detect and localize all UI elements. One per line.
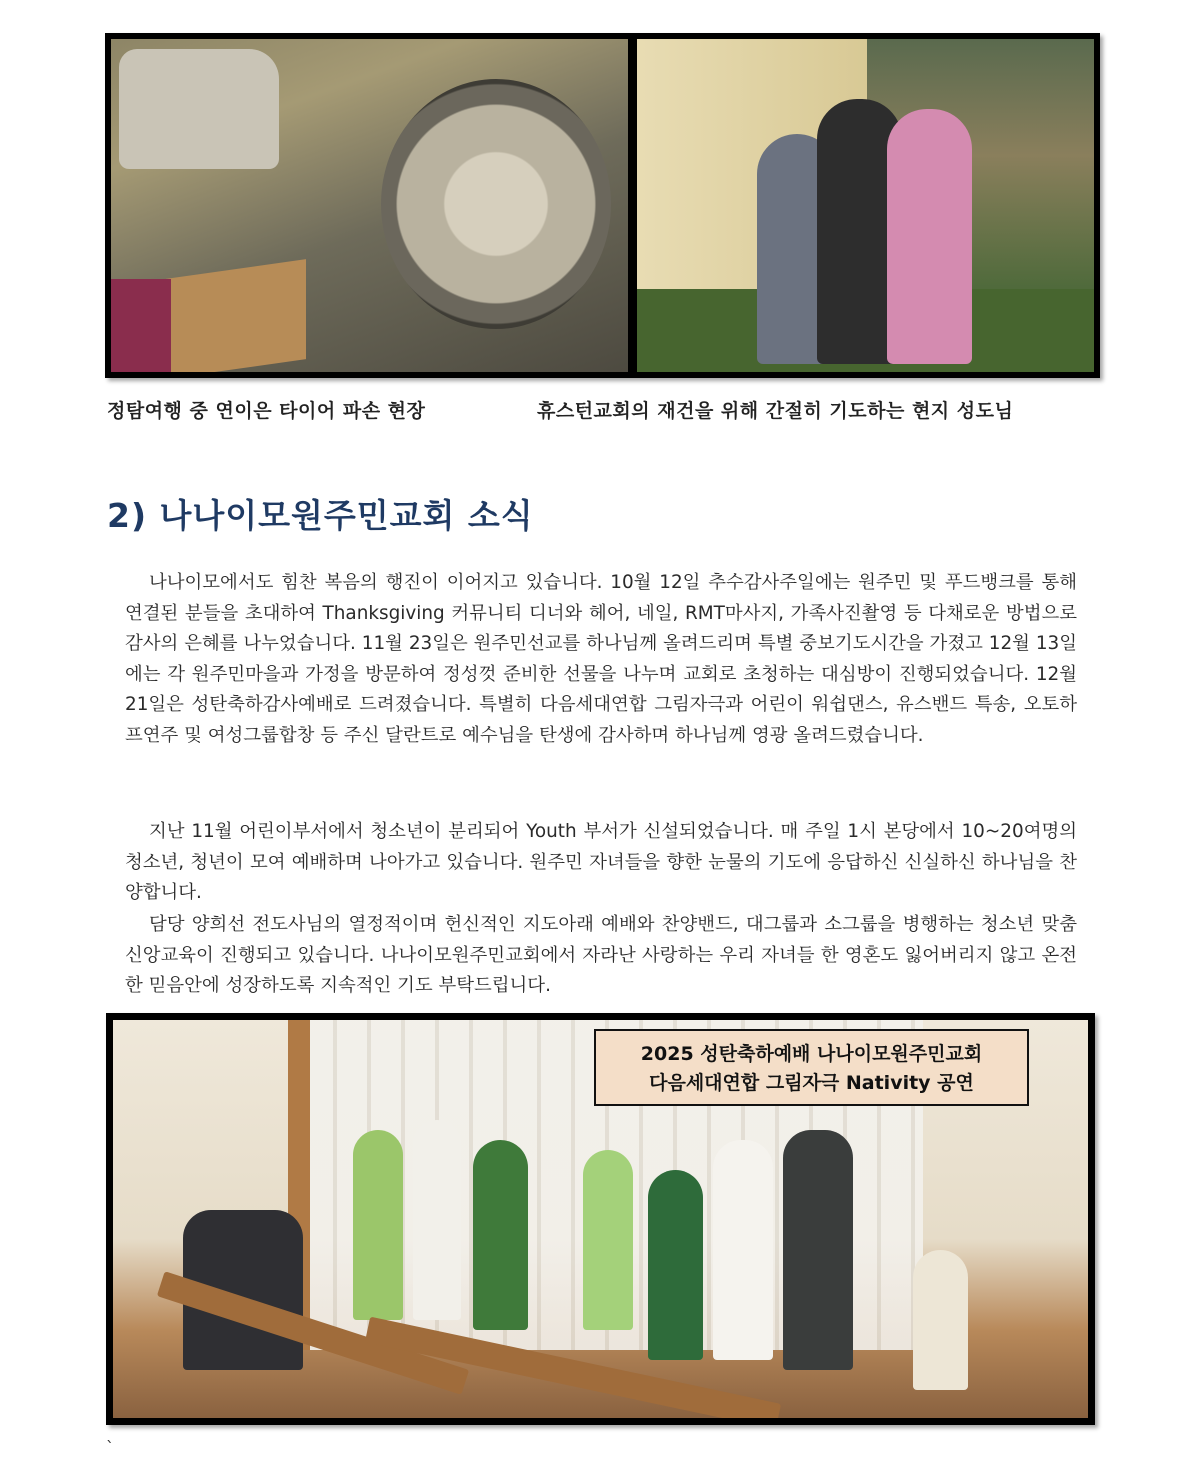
top-photo-frame [105, 33, 1100, 378]
performer-shape [473, 1140, 528, 1330]
prayer-photo-caption: 휴스턴교회의 재건을 위해 간절히 기도하는 현지 성도님 [537, 400, 1014, 422]
paragraph-youth: 지난 11월 어린이부서에서 청소년이 분리되어 Youth 부서가 신설되었습니다. 매 주일 1시 본당에서 10~20여명의 청소년, 청년이 모여 예배하며 나아가고 있습니다. 원주민 자녀들을 향한 눈물의 기도에 응답하신 신실하신 하나님을 찬양합니다. [125, 821, 1077, 903]
nativity-caption-box [594, 1029, 1029, 1106]
person-shape [887, 109, 972, 364]
performer-shape [713, 1140, 773, 1360]
performer-shape [913, 1250, 968, 1390]
performer-shape [353, 1130, 403, 1320]
footer-mark: ` [106, 1438, 114, 1457]
suitcase-shape [111, 279, 171, 372]
performer-shape [648, 1170, 703, 1360]
prayer-photo [637, 39, 1094, 372]
tire-damage-photo [111, 39, 628, 372]
wheel-shape [381, 79, 611, 329]
car-shape [119, 49, 279, 169]
tire-photo-caption: 정탐여행 중 연이은 타이어 파손 현장 [107, 400, 426, 422]
photo-divider [628, 33, 637, 378]
performer-shape [413, 1120, 461, 1320]
performer-shape [783, 1130, 853, 1370]
paragraph-events: 나나이모에서도 힘찬 복음의 행진이 이어지고 있습니다. 10월 12일 추수감사주일에는 원주민 및 푸드뱅크를 통해 연결된 분들을 초대하여 Thanksgiving 커뮤니티 디너와 헤어, 네일, RMT마사지, 가족사진촬영 등 다채로운 방법으로 감사의 은혜를 나누었습니다. 11월 23일은 원주민선교를 하나님께 올려드리며 특별 중보기도시간을 가졌고 12월 13일에는 각 원주민마을과 가정을 방문하여 정성껏 준비한 선물을 나누며 교회로 초청하는 대심방이 진행되었습니다. 12월 21일은 성탄축하감사예배로 드려졌습니다. 특별히 다음세대연합 그림자극과 어린이 워쉽댄스, 유스밴드 특송, 오토하프연주 및 여성그룹합창 등 주신 달란트로 예수님을 탄생에 감사하며 하나님께 영광 올려드렸습니다. [125, 572, 1077, 746]
paragraph-prayer-request: 담당 양희선 전도사님의 열정적이며 헌신적인 지도아래 예배와 찬양밴드, 대그룹과 소그룹을 병행하는 청소년 맞춤 신앙교육이 진행되고 있습니다. 나나이모원주민교회에서 자라난 사랑하는 우리 자녀들 한 영혼도 잃어버리지 않고 온전한 믿음안에 성장하도록 지속적인 기도 부탁드립니다. [125, 914, 1077, 996]
cardboard-box-shape [166, 259, 306, 372]
nativity-caption-line2: 다음세대연합 그림자극 Nativity 공연 [649, 1072, 974, 1094]
section-title: 2) 나나이모원주민교회 소식 [107, 496, 534, 535]
nativity-caption-line1: 2025 성탄축하예배 나나이모원주민교회 [640, 1043, 983, 1065]
performer-shape [583, 1150, 633, 1330]
